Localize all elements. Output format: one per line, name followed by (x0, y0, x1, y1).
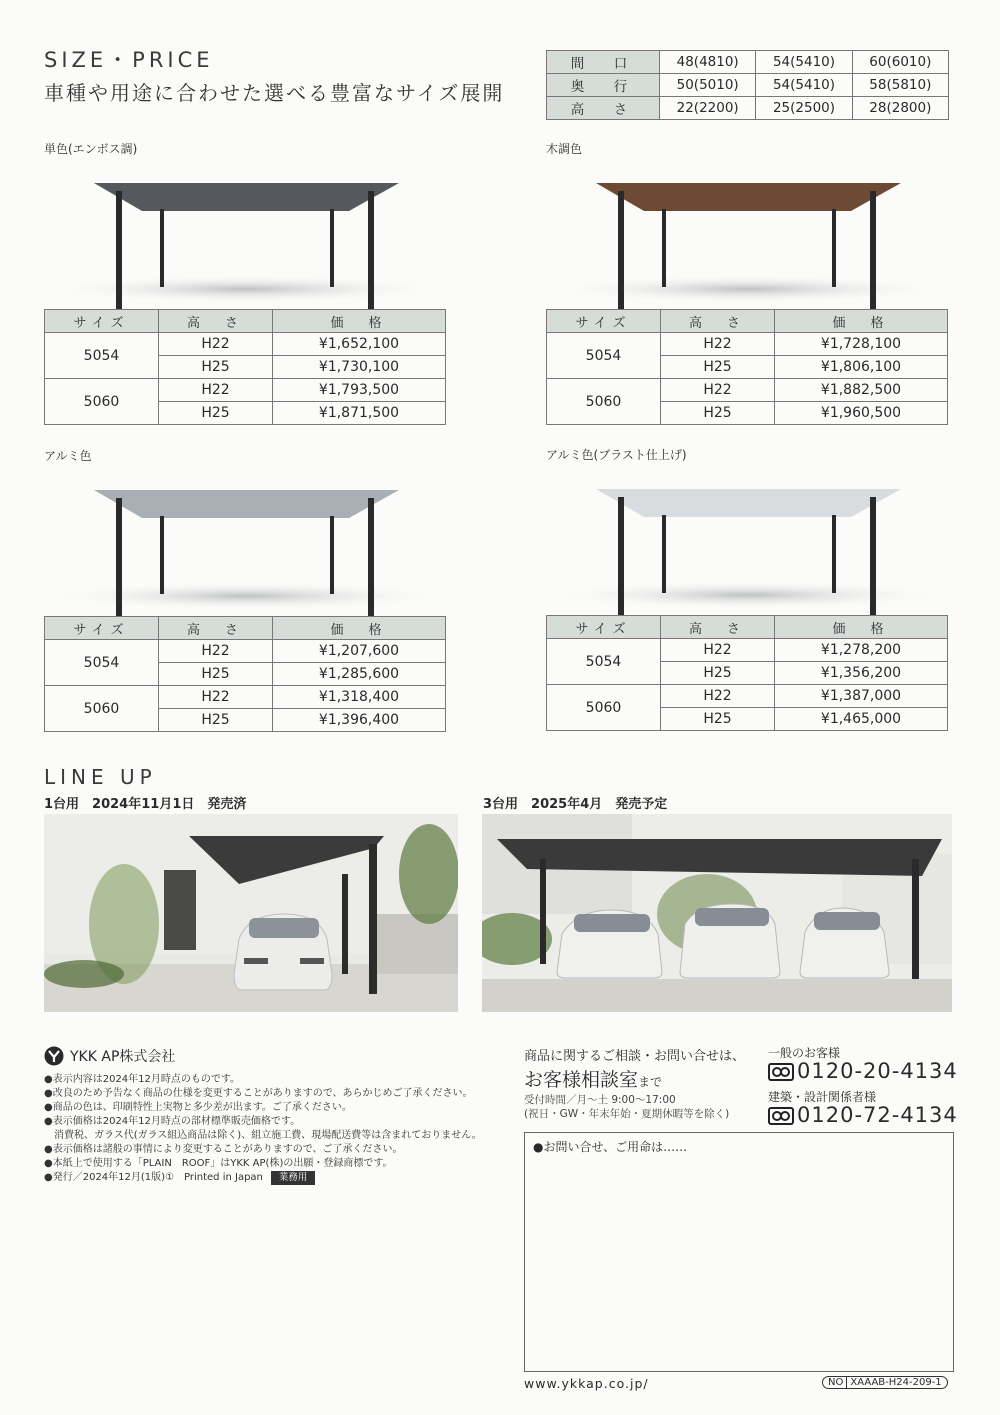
support-room-name: お客様相談室 (524, 1069, 639, 1091)
carport-roof (596, 489, 901, 517)
note-line: ●表示内容は2024年12月時点のものです。 (44, 1074, 241, 1085)
price-cell: ¥1,652,100 (273, 333, 446, 356)
carport-post (342, 874, 348, 974)
carport-post (116, 191, 122, 309)
professional-phone[interactable] (768, 1103, 958, 1127)
height-cell: H25 (661, 402, 775, 425)
website-url[interactable]: www.ykkap.co.jp/ (524, 1376, 649, 1391)
issue-text: ●発行／2024年12月(1版)① Printed in Japan (44, 1172, 263, 1183)
table-row (547, 685, 948, 708)
carport-post (618, 497, 624, 615)
spec-label: 間 口 (547, 51, 660, 74)
price-cell: ¥1,396,400 (273, 709, 446, 732)
ground-shadow (548, 275, 948, 303)
height-cell: H22 (159, 640, 273, 663)
general-phone-number: 0120-20-4134 (797, 1059, 958, 1083)
height-cell: H25 (159, 663, 273, 686)
price-cell: ¥1,793,500 (273, 379, 446, 402)
code-number: XAAAB-H24-209-1 (850, 1377, 942, 1388)
spec-value: 48(4810) (660, 51, 756, 74)
company-name: YKK AP株式会社 (70, 1049, 176, 1065)
price-cell: ¥1,278,200 (775, 639, 948, 662)
memo-label: ●お問い合せ、ご用命は…… (533, 1140, 688, 1154)
spec-value: 22(2200) (660, 97, 756, 120)
notes (44, 1073, 482, 1185)
professional-label: 建築・設計関係者様 (768, 1090, 877, 1104)
price-cell: ¥1,207,600 (273, 640, 446, 663)
table-row (547, 333, 948, 356)
spec-row (547, 97, 949, 120)
col-height: 高 さ (661, 616, 775, 639)
price-table (44, 616, 446, 732)
price-cell: ¥1,318,400 (273, 686, 446, 709)
col-height: 高 さ (159, 617, 273, 640)
carport-post (832, 515, 836, 593)
lineup-left-caption: 1台用 2024年11月1日 発売済 (44, 797, 247, 812)
business-use-badge: 業務用 (271, 1171, 316, 1185)
price-cell: ¥1,728,100 (775, 333, 948, 356)
price-cell: ¥1,465,000 (775, 708, 948, 731)
carport-post (662, 515, 666, 593)
carport-post (540, 859, 546, 964)
customer-support-room (524, 1065, 662, 1092)
table-row (547, 639, 948, 662)
carport-post (870, 497, 876, 615)
height-cell: H22 (661, 333, 775, 356)
col-size: サイズ (45, 617, 159, 640)
size-cell: 5060 (547, 685, 661, 731)
size-cell: 5054 (45, 640, 159, 686)
page-subtitle: 車種や用途に合わせた選べる豊富なサイズ展開 (44, 81, 505, 105)
product-emboss (44, 140, 448, 425)
size-cell: 5060 (547, 379, 661, 425)
product-aluminum (44, 447, 448, 732)
note-line: ●表示価格は2024年12月時点の部材標準販売価格です。 (44, 1116, 301, 1127)
carport-post (330, 516, 334, 594)
holidays: (祝日・GW・年末年始・夏期休暇等を除く) (524, 1108, 730, 1120)
col-size: サイズ (547, 616, 661, 639)
col-price: 価 格 (775, 616, 948, 639)
document-code (822, 1376, 948, 1389)
height-cell: H22 (159, 379, 273, 402)
height-cell: H22 (661, 685, 775, 708)
height-cell: H25 (661, 662, 775, 685)
product-label: アルミ色(ブラスト仕上げ) (546, 448, 687, 462)
note-line: ●商品の色は、印刷特性上実物と多少差が出ます。ご了承ください。 (44, 1102, 352, 1113)
carport-post (618, 191, 624, 309)
spec-label: 奥 行 (547, 74, 660, 97)
height-cell: H25 (159, 709, 273, 732)
note-line: ●改良のため予告なく商品の仕様を変更することがありますので、あらかじめご了承ください。 (44, 1088, 473, 1099)
price-table (546, 615, 948, 731)
size-cell: 5054 (547, 333, 661, 379)
carport-post (912, 859, 919, 979)
col-height: 高 さ (661, 310, 775, 333)
table-row (45, 686, 446, 709)
price-table (546, 309, 948, 425)
carport-post (368, 498, 374, 616)
general-customer-label: 一般のお客様 (768, 1046, 841, 1060)
carport-illustration (546, 465, 950, 615)
inquiry-memo-box (524, 1132, 954, 1372)
col-price: 価 格 (775, 310, 948, 333)
tree (399, 824, 458, 924)
carport-illustration (546, 159, 950, 309)
spec-value: 60(6010) (852, 51, 948, 74)
ground-shadow (46, 275, 446, 303)
carport-roof (596, 183, 901, 211)
spec-value: 50(5010) (660, 74, 756, 97)
carport-post (368, 191, 374, 309)
spec-label: 高 さ (547, 97, 660, 120)
dimension-spec-table (546, 50, 949, 120)
carport-post (832, 209, 836, 287)
lineup-title: LINE UP (44, 765, 157, 789)
col-height: 高 さ (159, 310, 273, 333)
price-cell: ¥1,387,000 (775, 685, 948, 708)
carport-roof (94, 490, 399, 518)
freedial-icon (768, 1107, 794, 1125)
company-logo (44, 1046, 175, 1066)
ground-shadow (46, 582, 446, 610)
carport-post (160, 516, 164, 594)
carport-post (330, 209, 334, 287)
spec-value: 54(5410) (756, 51, 852, 74)
carport-post (870, 191, 876, 309)
size-cell: 5060 (45, 686, 159, 732)
height-cell: H25 (661, 356, 775, 379)
single-carport-photo (44, 814, 458, 1012)
carport-post (116, 498, 122, 616)
product-wood (546, 140, 950, 425)
price-cell: ¥1,285,600 (273, 663, 446, 686)
spec-row (547, 51, 949, 74)
carport-post (160, 209, 164, 287)
driveway (482, 979, 952, 1012)
size-cell: 5054 (45, 333, 159, 379)
spec-value: 54(5410) (756, 74, 852, 97)
issue-line (44, 1171, 482, 1185)
table-row (547, 379, 948, 402)
height-cell: H22 (159, 333, 273, 356)
product-label: 木調色 (546, 142, 583, 156)
support-room-suffix: まで (638, 1075, 663, 1089)
col-price: 価 格 (273, 617, 446, 640)
table-row (45, 379, 446, 402)
product-label: アルミ色 (44, 449, 92, 463)
product-aluminum-blast (546, 446, 950, 731)
col-price: 価 格 (273, 310, 446, 333)
spec-value: 25(2500) (756, 97, 852, 120)
note-line: ●本紙上で使用する「PLAIN ROOF」はYKK AP(株)の出願・登録商標です。 (44, 1158, 393, 1169)
product-label: 単色(エンボス調) (44, 142, 138, 156)
table-row (45, 640, 446, 663)
height-cell: H22 (661, 639, 775, 662)
price-cell: ¥1,356,200 (775, 662, 948, 685)
height-cell: H22 (159, 686, 273, 709)
size-cell: 5054 (547, 639, 661, 685)
col-size: サイズ (547, 310, 661, 333)
height-cell: H25 (159, 356, 273, 379)
table-row (45, 333, 446, 356)
spec-value: 28(2800) (852, 97, 948, 120)
carport-post (662, 209, 666, 287)
general-phone[interactable] (768, 1059, 958, 1083)
height-cell: H25 (159, 402, 273, 425)
page-title: SIZE・PRICE (44, 48, 214, 72)
note-line: ●表示価格は諸般の事情により変更することがありますので、ご了承ください。 (44, 1144, 403, 1155)
ykk-logo-icon (44, 1046, 64, 1066)
contact-intro: 商品に関するご相談・お問い合せは、 (524, 1049, 746, 1064)
carport-illustration (44, 159, 448, 309)
carport-post (369, 844, 377, 994)
hours: 受付時間／月〜土 9:00〜17:00 (524, 1094, 676, 1106)
spec-row (547, 74, 949, 97)
height-cell: H22 (661, 379, 775, 402)
car (680, 904, 780, 978)
code-prefix: NO (828, 1377, 847, 1388)
price-cell: ¥1,806,100 (775, 356, 948, 379)
lineup-right-caption: 3台用 2025年4月 発売予定 (483, 797, 668, 812)
spec-value: 58(5810) (852, 74, 948, 97)
carport-illustration (44, 466, 448, 616)
freedial-icon (768, 1063, 794, 1081)
ground-shadow (548, 581, 948, 609)
size-cell: 5060 (45, 379, 159, 425)
price-table (44, 309, 446, 425)
price-cell: ¥1,882,500 (775, 379, 948, 402)
height-cell: H25 (661, 708, 775, 731)
note-line: 消費税、ガラス代(ガラス組込商品は除く)、組立施工費、現場配送費等は含まれておりません。 (44, 1130, 482, 1141)
price-cell: ¥1,960,500 (775, 402, 948, 425)
col-size: サイズ (45, 310, 159, 333)
professional-phone-number: 0120-72-4134 (797, 1103, 958, 1127)
door (164, 870, 196, 950)
triple-carport-photo (482, 814, 952, 1012)
carport-roof (94, 183, 399, 211)
price-cell: ¥1,730,100 (273, 356, 446, 379)
price-cell: ¥1,871,500 (273, 402, 446, 425)
